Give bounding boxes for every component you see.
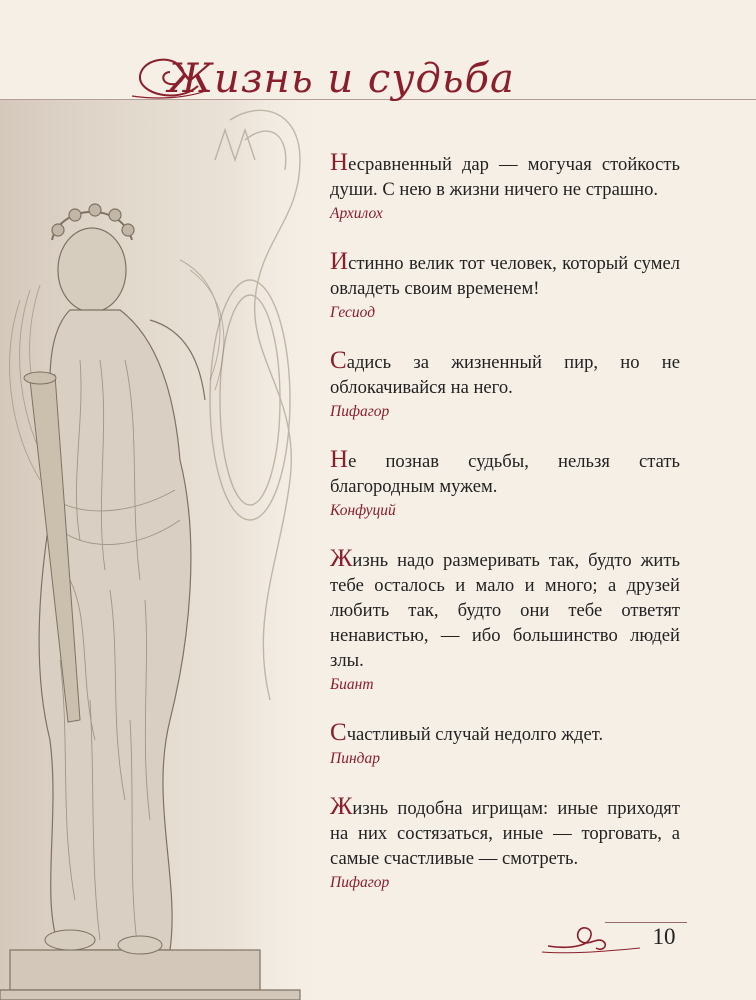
quote-item <box>330 447 680 521</box>
quote-body: изнь подобна игрищам: иные приходят на них состязаться, иные — торговать, а самые счастливые — смотреть. <box>330 798 680 869</box>
quote-body: стинно велик тот человек, который сумел овладеть своим временем! <box>330 253 680 299</box>
quote-text <box>330 720 680 747</box>
page-number: 10 <box>652 924 676 949</box>
quote-item <box>330 794 680 893</box>
footer-flourish-icon <box>540 918 640 960</box>
quote-author: Пифагор <box>330 403 390 420</box>
quote-author: Пиндар <box>330 750 380 767</box>
drop-initial: Н <box>330 149 349 176</box>
drop-initial: И <box>330 248 349 275</box>
quote-text <box>330 546 680 673</box>
quote-text <box>330 150 680 202</box>
drop-initial: С <box>330 719 347 746</box>
quote-item <box>330 348 680 422</box>
drop-initial: Ж <box>330 793 353 820</box>
drop-initial: Ж <box>330 545 353 572</box>
quote-text <box>330 447 680 499</box>
quote-author: Архилох <box>330 205 383 222</box>
footer-rule <box>605 922 687 923</box>
quote-text <box>330 794 680 871</box>
quote-author: Гесиод <box>330 304 376 321</box>
quote-item <box>330 720 680 769</box>
quote-text <box>330 348 680 400</box>
quote-body: е познав судьбы, нельзя стать благородным мужем. <box>330 451 680 497</box>
quote-body: частливый случай недолго ждет. <box>346 724 604 745</box>
quote-body: изнь надо размеривать так, будто жить тебе осталось и мало и много; а друзей любить так, будто они тебе ответят ненавистью, — ибо большинство людей злы. <box>330 550 680 671</box>
quote-body: есравненный дар — могучая стойкость души. С нею в жизни ничего не страшно. <box>330 154 680 200</box>
quote-text <box>330 249 680 301</box>
quote-author: Пифагор <box>330 874 390 891</box>
drop-initial: С <box>330 347 347 374</box>
quote-item <box>330 546 680 695</box>
quote-author: Конфуций <box>330 502 396 519</box>
angel-statue-illustration <box>0 100 330 1000</box>
drop-initial: Н <box>330 446 349 473</box>
quote-item <box>330 249 680 323</box>
quotes-list <box>330 150 680 918</box>
quote-body: адись за жизненный пир, но не облокачивайся на него. <box>330 352 680 398</box>
quote-author: Биант <box>330 676 374 693</box>
quote-item <box>330 150 680 224</box>
chapter-title: Жизнь и судьба <box>168 56 515 102</box>
